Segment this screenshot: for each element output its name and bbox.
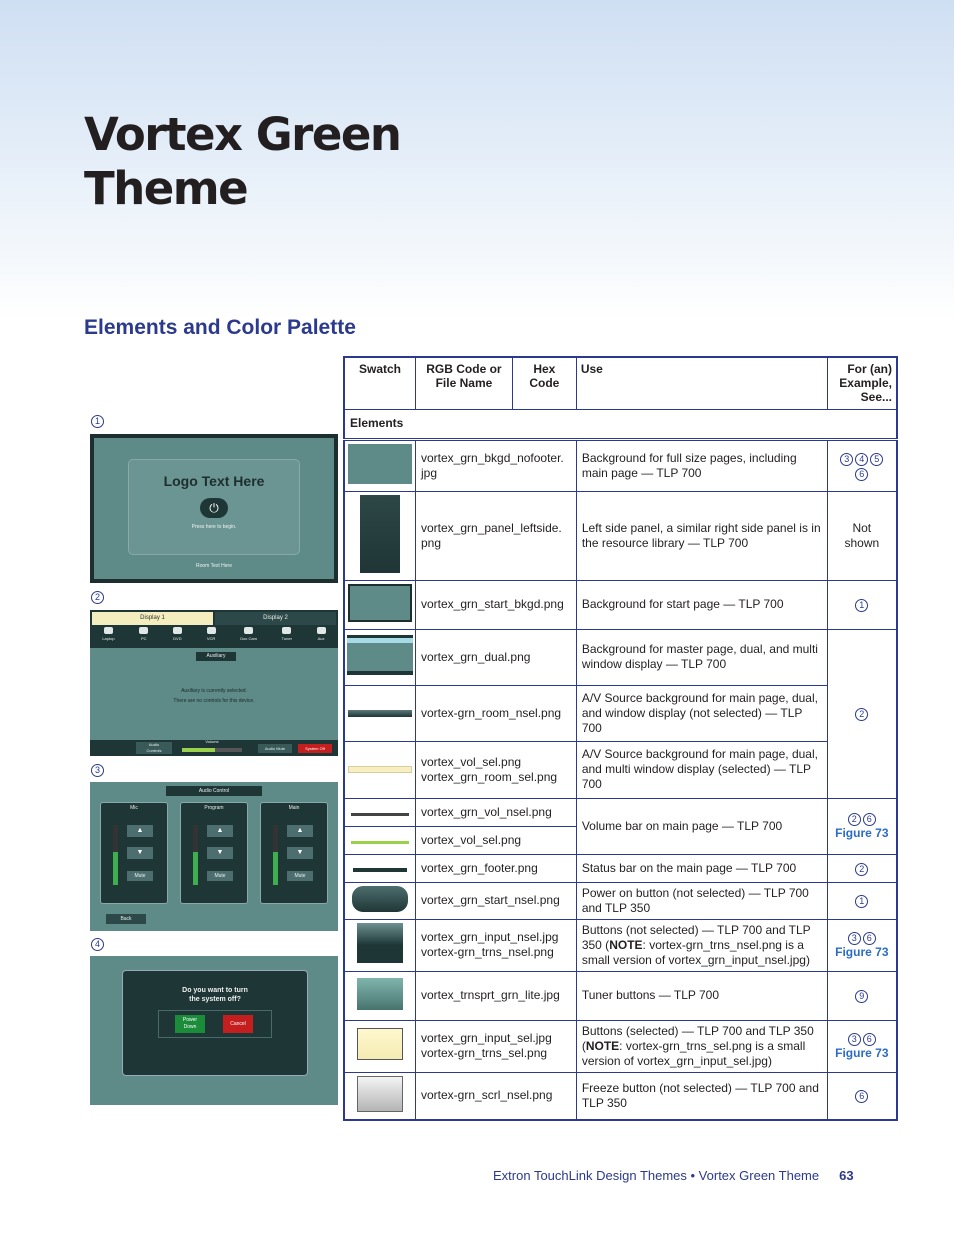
figure-73-link[interactable]: Figure 73 — [835, 945, 889, 959]
source-icon — [104, 627, 113, 634]
table-row: vortex_vol_sel.png — [344, 826, 897, 854]
table-row: vortex_grn_start_nsel.png Power on button (not selected) — TLP 700 and TLP 350 1 — [344, 882, 897, 919]
audio-channel-panel: Mic ▲ ▼ Mute — [100, 802, 168, 904]
header-swatch: Swatch — [344, 357, 416, 409]
example-refs: 2 6 Figure 73 — [827, 798, 897, 854]
tab-display-1[interactable]: Display 1 — [92, 612, 213, 625]
source-icon — [139, 627, 148, 634]
swatch — [344, 491, 416, 580]
audio-channel-panel: Main ▲ ▼ Mute — [260, 802, 328, 904]
swatch — [344, 919, 416, 971]
swatch — [344, 826, 416, 854]
source-bar — [90, 627, 338, 647]
callout-4: 4 — [91, 938, 104, 951]
screenshot-start-page: Logo Text Here ⏻ Press here to begin. Room Text Here — [90, 434, 338, 583]
audio-channel-panel: Program ▲ ▼ Mute — [180, 802, 248, 904]
use-text: Buttons (not selected) — TLP 700 and TLP 350 (NOTE: vortex-grn_trns_nsel.png is a small version of vortex_grn_input_nsel.jpg) — [576, 919, 827, 971]
source-button[interactable]: Aux — [317, 627, 326, 647]
source-button[interactable]: PC — [139, 627, 148, 647]
swatch — [344, 1020, 416, 1072]
swatch — [344, 741, 416, 798]
example-refs: 3 4 5 6 — [827, 439, 897, 491]
file-name: vortex_vol_sel.png vortex_grn_room_sel.png — [416, 741, 577, 798]
table-header-row — [344, 357, 897, 409]
table-row: vortex-grn_scrl_nsel.png Freeze button (not selected) — TLP 700 and TLP 350 6 — [344, 1072, 897, 1120]
swatch — [344, 1072, 416, 1120]
example-refs: 2 — [827, 629, 897, 798]
system-off-button[interactable]: System Off — [298, 744, 332, 753]
header-hex: Hex Code — [512, 357, 576, 409]
callout-1: 1 — [91, 415, 104, 428]
mute-button[interactable]: Mute — [127, 871, 153, 881]
screenshot-main-page: Display 1 Display 2 Laptop PC DVD VCR Doc Cam Tuner Aux Auxiliary Auxiliary is currently selected. There are no controls for this device. Audio Controls Volume Audio Mute System Off — [90, 610, 338, 756]
example-refs: 2 — [827, 854, 897, 882]
figure-73-link[interactable]: Figure 73 — [835, 826, 889, 840]
swatch — [344, 439, 416, 491]
header-use: Use — [576, 357, 827, 409]
swatch — [344, 798, 416, 826]
callout-3: 3 — [91, 764, 104, 777]
table-row: vortex_trnsprt_grn_lite.jpg Tuner buttons — TLP 700 9 — [344, 971, 897, 1020]
swatch — [344, 971, 416, 1020]
section-title: Elements and Color Palette — [84, 316, 356, 339]
level-meter — [113, 825, 118, 885]
table-row: vortex_grn_panel_leftside. png Left side panel, a similar right side panel is in the resource library — TLP 700 Not shown — [344, 491, 897, 580]
page-footer: Extron TouchLink Design Themes • Vortex Green Theme 63 — [493, 1168, 854, 1183]
source-button[interactable]: Doc Cam — [240, 627, 257, 647]
level-meter — [273, 825, 278, 885]
file-name: vortex_grn_input_nsel.jpg vortex-grn_trns_nsel.png — [416, 919, 577, 971]
volume-down-button[interactable]: ▼ — [127, 847, 153, 859]
source-button[interactable]: Laptop — [102, 627, 114, 647]
table-row: vortex-grn_room_nsel.png A/V Source background for main page, dual, and window display (not selected) — TLP 700 — [344, 685, 897, 741]
aux-label: Auxiliary — [196, 652, 236, 661]
table-row: vortex_grn_vol_nsel.png Volume bar on main page — TLP 700 2 6 Figure 73 — [344, 798, 897, 826]
source-icon — [244, 627, 253, 634]
source-icon — [207, 627, 216, 634]
mute-button[interactable]: Mute — [287, 871, 313, 881]
table-row: vortex_vol_sel.png vortex_grn_room_sel.png A/V Source background for main page, dual, and multi window display (selected) — TLP 700 — [344, 741, 897, 798]
mute-button[interactable]: Mute — [207, 871, 233, 881]
volume-down-button[interactable]: ▼ — [287, 847, 313, 859]
section-row: Elements — [344, 409, 897, 439]
screenshot-audio-control: Audio Control Mic ▲ ▼ Mute Program ▲ ▼ Mute Main ▲ ▼ Mute Back — [90, 782, 338, 931]
example-refs: 1 — [827, 882, 897, 919]
color-palette-table — [343, 356, 898, 1121]
file-name: vortex_grn_bkgd_nofooter. jpg — [416, 439, 577, 491]
file-name: vortex_grn_panel_leftside. png — [416, 491, 577, 580]
example-refs: 3 6 Figure 73 — [827, 919, 897, 971]
file-name: vortex_grn_input_sel.jpg vortex-grn_trns_sel.png — [416, 1020, 577, 1072]
swatch — [344, 580, 416, 629]
screenshot-shutdown-dialog — [90, 956, 338, 1105]
volume-up-button[interactable]: ▲ — [207, 825, 233, 837]
table-row: vortex_grn_footer.png Status bar on the main page — TLP 700 2 — [344, 854, 897, 882]
volume-up-button[interactable]: ▲ — [127, 825, 153, 837]
power-down-button[interactable]: Power Down — [175, 1015, 205, 1033]
source-icon — [282, 627, 291, 634]
audio-controls-button[interactable]: Audio Controls — [136, 742, 172, 754]
tab-display-2[interactable]: Display 2 — [215, 612, 336, 625]
example-refs: 1 — [827, 580, 897, 629]
header-example: For (an) Example, See... — [827, 357, 897, 409]
source-icon — [173, 627, 182, 634]
back-button[interactable]: Back — [106, 914, 146, 924]
use-text: Buttons (selected) — TLP 700 and TLP 350 (NOTE: vortex-grn_trns_sel.png is a small version of vortex_grn_input_sel.jpg) — [576, 1020, 827, 1072]
swatch — [344, 882, 416, 919]
table-row: vortex_grn_bkgd_nofooter. jpg Background for full size pages, including main page — TLP 700 3 4 5 6 — [344, 439, 897, 491]
volume-up-button[interactable]: ▲ — [287, 825, 313, 837]
swatch — [344, 629, 416, 685]
source-icon — [317, 627, 326, 634]
level-meter — [193, 825, 198, 885]
table-row — [344, 919, 897, 971]
cancel-button[interactable]: Cancel — [223, 1015, 253, 1033]
header-rgb: RGB Code or File Name — [416, 357, 513, 409]
example-refs: 9 — [827, 971, 897, 1020]
page-title: Vortex Green Theme — [84, 108, 401, 215]
source-button[interactable]: VCR — [207, 627, 216, 647]
swatch — [344, 685, 416, 741]
power-icon[interactable]: ⏻ — [200, 498, 228, 518]
swatch — [344, 854, 416, 882]
figure-73-link[interactable]: Figure 73 — [835, 1046, 889, 1060]
audio-mute-button[interactable]: Audio Mute — [258, 744, 292, 753]
volume-down-button[interactable]: ▼ — [207, 847, 233, 859]
example-refs: Not shown — [827, 491, 897, 580]
example-refs: 6 — [827, 1072, 897, 1120]
page-number: 63 — [839, 1168, 854, 1183]
table-row: vortex_grn_start_bkgd.png Background for start page — TLP 700 1 — [344, 580, 897, 629]
callout-2: 2 — [91, 591, 104, 604]
table-row: vortex_grn_dual.png Background for master page, dual, and multi window display — TLP 700 2 — [344, 629, 897, 685]
volume-bar[interactable] — [182, 748, 242, 752]
source-button[interactable]: Tuner — [282, 627, 292, 647]
dialog-question: Do you want to turn the system off? — [182, 987, 248, 1003]
table-row — [344, 1020, 897, 1072]
source-button[interactable]: DVD — [173, 627, 182, 647]
example-refs: 3 6 Figure 73 — [827, 1020, 897, 1072]
